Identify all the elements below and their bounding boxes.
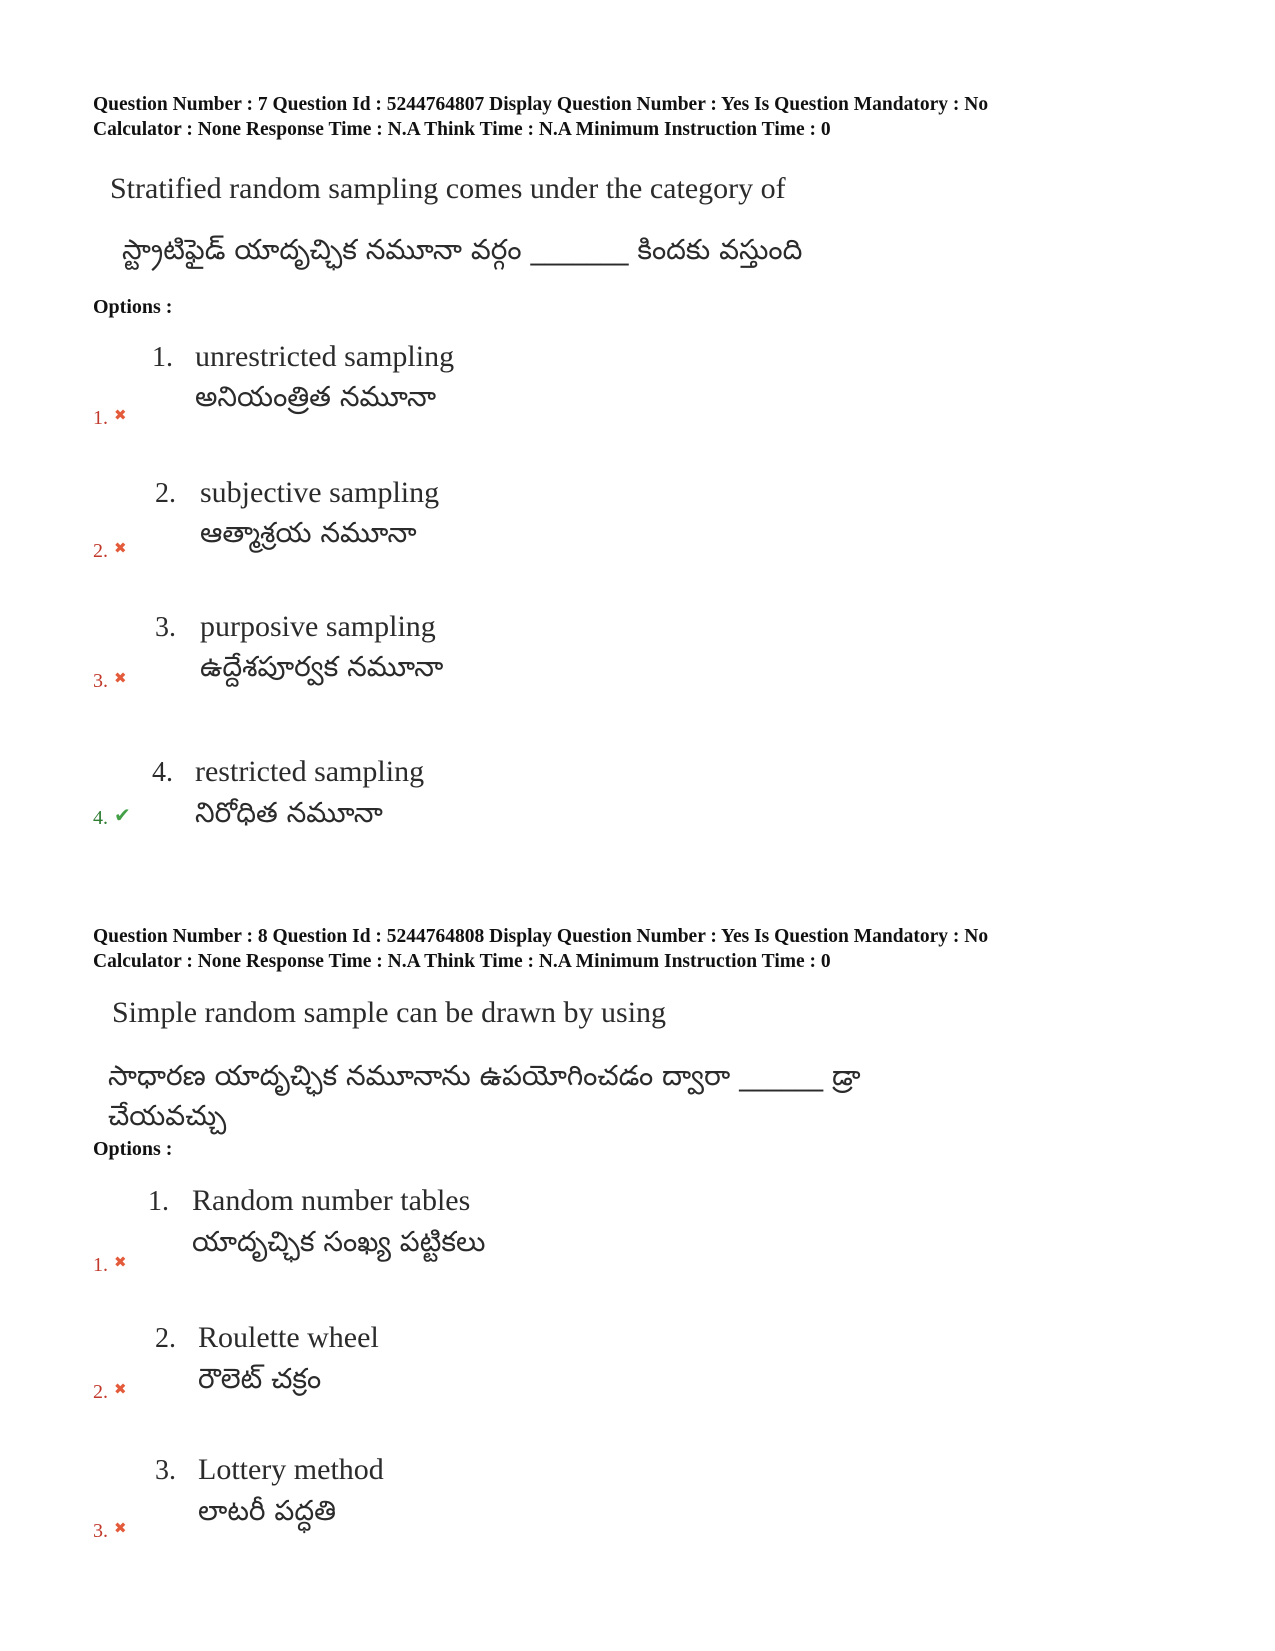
option-result-mark bbox=[93, 1254, 127, 1277]
option-text-english: purposive sampling bbox=[200, 610, 436, 643]
option-text-telugu: లాటరీ పద్ధతి bbox=[198, 1494, 337, 1527]
option-result-mark bbox=[93, 540, 127, 563]
cross-icon: ✖ bbox=[114, 1519, 127, 1537]
option-number: 3. bbox=[155, 612, 176, 643]
option-result-number: 3. bbox=[93, 670, 108, 692]
option-number: 2. bbox=[155, 478, 176, 509]
option-number: 3. bbox=[155, 1455, 176, 1486]
cross-icon: ✖ bbox=[114, 669, 127, 687]
option-text-english: subjective sampling bbox=[200, 476, 440, 509]
option-text-english: restricted sampling bbox=[195, 755, 425, 788]
option-result-mark bbox=[93, 407, 127, 430]
option-text-telugu: ఆత్మాశ్రయ నమూనా bbox=[200, 516, 417, 549]
option-result-number: 2. bbox=[93, 540, 108, 562]
option-number: 1. bbox=[148, 1186, 169, 1217]
option-text-english: Random number tables bbox=[192, 1184, 471, 1217]
option-result-number: 3. bbox=[93, 1520, 108, 1542]
option-text-english: Roulette wheel bbox=[198, 1321, 379, 1354]
option-text-english: Lottery method bbox=[198, 1453, 384, 1486]
options-label: Options : bbox=[93, 296, 173, 318]
cross-icon: ✖ bbox=[114, 539, 127, 557]
cross-icon: ✖ bbox=[114, 1253, 127, 1271]
option-result-number: 2. bbox=[93, 1381, 108, 1403]
option-number: 1. bbox=[152, 342, 173, 373]
option-number: 2. bbox=[155, 1323, 176, 1354]
question-meta-line2: Calculator : None Response Time : N.A Think Time : N.A Minimum Instruction Time : 0 bbox=[93, 951, 831, 972]
option-result-mark bbox=[93, 1520, 127, 1543]
option-result-number: 1. bbox=[93, 407, 108, 429]
option-text-telugu: యాదృచ్ఛిక సంఖ్య పట్టికలు bbox=[192, 1225, 486, 1258]
option-text-telugu: రౌలెట్ చక్రం bbox=[198, 1362, 322, 1395]
question-text-telugu-line1: సాధారణ యాదృచ్ఛిక నమూనాను ఉపయోగించడం ద్వారా ______ డ్రా bbox=[108, 1059, 861, 1092]
cross-icon: ✖ bbox=[114, 1380, 127, 1398]
options-label: Options : bbox=[93, 1138, 173, 1160]
option-result-mark bbox=[93, 670, 127, 693]
question-meta-line1: Question Number : 7 Question Id : 5244764807 Display Question Number : Yes Is Question Mandatory : No bbox=[93, 94, 989, 115]
option-result-number: 4. bbox=[93, 807, 108, 829]
option-text-telugu: ఉద్దేశపూర్వక నమూనా bbox=[200, 650, 444, 683]
cross-icon: ✖ bbox=[114, 406, 127, 424]
option-text-telugu: నిరోధిత నమూనా bbox=[195, 796, 383, 829]
option-text-telugu: అనియంత్రిత నమూనా bbox=[195, 380, 437, 413]
question-text-telugu-line2: చేయవచ్చు bbox=[108, 1099, 227, 1132]
question-meta-line1: Question Number : 8 Question Id : 5244764808 Display Question Number : Yes Is Question Mandatory : No bbox=[93, 926, 989, 947]
option-result-mark bbox=[93, 805, 131, 830]
question-text-telugu: స్ట్రాటిఫైడ్ యాదృచ్ఛిక నమూనా వర్గం _______ కిందకు వస్తుంది bbox=[122, 233, 803, 266]
option-number: 4. bbox=[152, 757, 173, 788]
question-text-english: Simple random sample can be drawn by using bbox=[112, 996, 667, 1029]
question-text-english: Stratified random sampling comes under the category of bbox=[110, 172, 786, 205]
option-result-number: 1. bbox=[93, 1254, 108, 1276]
check-icon: ✔ bbox=[114, 803, 131, 827]
option-result-mark bbox=[93, 1381, 127, 1404]
question-meta-line2: Calculator : None Response Time : N.A Think Time : N.A Minimum Instruction Time : 0 bbox=[93, 119, 831, 140]
option-text-english: unrestricted sampling bbox=[195, 340, 455, 373]
